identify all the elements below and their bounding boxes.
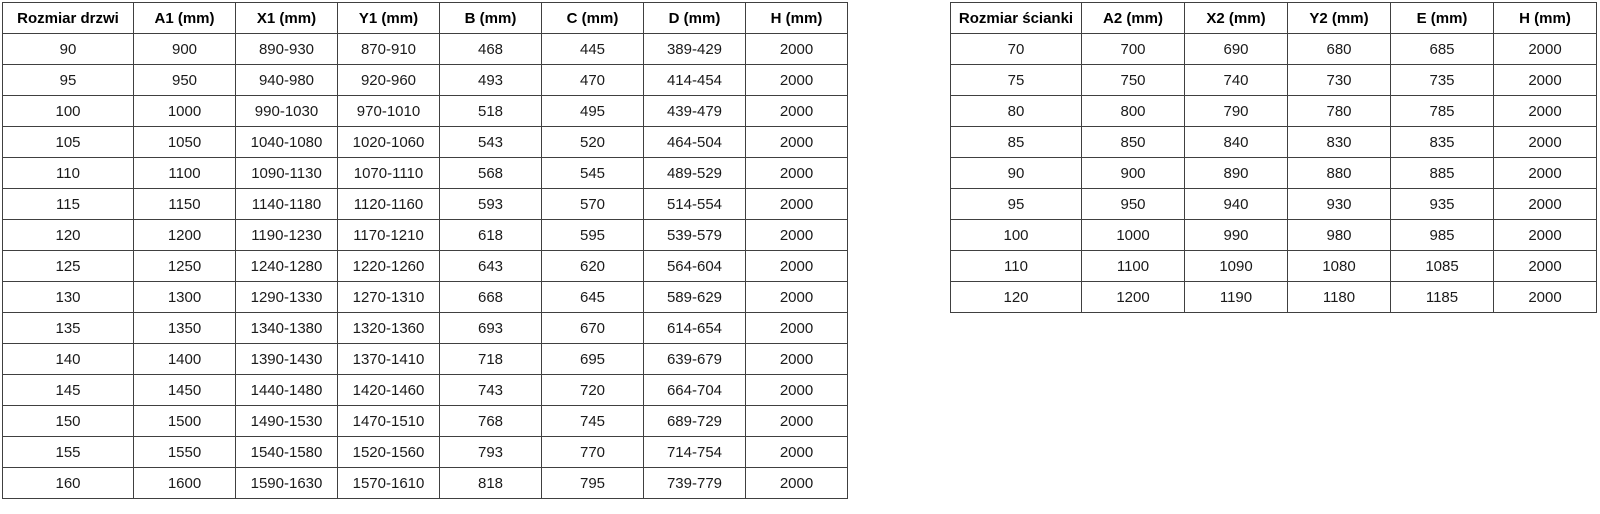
table-cell: 2000	[1494, 220, 1597, 251]
table-cell: 1140-1180	[236, 189, 338, 220]
column-header: D (mm)	[644, 3, 746, 34]
table-cell: 900	[134, 34, 236, 65]
table-cell: 140	[3, 344, 134, 375]
table-cell: 414-454	[644, 65, 746, 96]
table-cell: 768	[440, 406, 542, 437]
table-cell: 2000	[1494, 127, 1597, 158]
table-cell: 870-910	[338, 34, 440, 65]
table-row	[951, 282, 1597, 313]
column-header: A1 (mm)	[134, 3, 236, 34]
table-row	[951, 34, 1597, 65]
table-row	[951, 158, 1597, 189]
table-cell: 790	[1185, 96, 1288, 127]
table-cell: 940	[1185, 189, 1288, 220]
table-cell: 793	[440, 437, 542, 468]
column-header: X1 (mm)	[236, 3, 338, 34]
column-header: A2 (mm)	[1082, 3, 1185, 34]
table-cell: 1370-1410	[338, 344, 440, 375]
table-cell: 1390-1430	[236, 344, 338, 375]
table-cell: 1300	[134, 282, 236, 313]
table-cell: 930	[1288, 189, 1391, 220]
table-cell: 2000	[746, 189, 848, 220]
table-cell: 2000	[746, 251, 848, 282]
door-table-body	[3, 34, 848, 499]
table-row	[3, 313, 848, 344]
table-cell: 720	[542, 375, 644, 406]
table-cell: 614-654	[644, 313, 746, 344]
table-cell: 1450	[134, 375, 236, 406]
table-cell: 670	[542, 313, 644, 344]
table-cell: 1350	[134, 313, 236, 344]
table-cell: 155	[3, 437, 134, 468]
table-row	[3, 375, 848, 406]
table-cell: 543	[440, 127, 542, 158]
table-row	[951, 96, 1597, 127]
table-cell: 1085	[1391, 251, 1494, 282]
table-cell: 90	[3, 34, 134, 65]
table-cell: 85	[951, 127, 1082, 158]
table-cell: 1420-1460	[338, 375, 440, 406]
table-cell: 950	[134, 65, 236, 96]
table-cell: 739-779	[644, 468, 746, 499]
table-cell: 493	[440, 65, 542, 96]
table-cell: 920-960	[338, 65, 440, 96]
table-cell: 568	[440, 158, 542, 189]
door-table-header	[3, 3, 848, 34]
table-cell: 470	[542, 65, 644, 96]
table-row	[3, 437, 848, 468]
table-cell: 70	[951, 34, 1082, 65]
table-cell: 830	[1288, 127, 1391, 158]
panel-table-header	[951, 3, 1597, 34]
table-cell: 780	[1288, 96, 1391, 127]
table-cell: 1270-1310	[338, 282, 440, 313]
table-cell: 545	[542, 158, 644, 189]
table-cell: 135	[3, 313, 134, 344]
table-cell: 120	[951, 282, 1082, 313]
table-cell: 690	[1185, 34, 1288, 65]
table-cell: 110	[3, 158, 134, 189]
table-cell: 740	[1185, 65, 1288, 96]
table-cell: 1000	[1082, 220, 1185, 251]
table-cell: 564-604	[644, 251, 746, 282]
table-cell: 1320-1360	[338, 313, 440, 344]
column-header: H (mm)	[746, 3, 848, 34]
table-cell: 75	[951, 65, 1082, 96]
table-cell: 1590-1630	[236, 468, 338, 499]
table-cell: 2000	[746, 220, 848, 251]
table-cell: 1070-1110	[338, 158, 440, 189]
table-cell: 495	[542, 96, 644, 127]
table-row	[3, 65, 848, 96]
table-cell: 900	[1082, 158, 1185, 189]
table-cell: 1570-1610	[338, 468, 440, 499]
table-cell: 80	[951, 96, 1082, 127]
table-row	[3, 344, 848, 375]
table-cell: 689-729	[644, 406, 746, 437]
table-cell: 680	[1288, 34, 1391, 65]
table-cell: 1100	[1082, 251, 1185, 282]
table-cell: 389-429	[644, 34, 746, 65]
table-cell: 110	[951, 251, 1082, 282]
table-row	[951, 220, 1597, 251]
table-cell: 639-679	[644, 344, 746, 375]
table-cell: 1490-1530	[236, 406, 338, 437]
table-cell: 2000	[746, 96, 848, 127]
table-cell: 645	[542, 282, 644, 313]
table-cell: 2000	[746, 65, 848, 96]
table-cell: 1200	[1082, 282, 1185, 313]
column-header: Y2 (mm)	[1288, 3, 1391, 34]
table-cell: 693	[440, 313, 542, 344]
table-cell: 1290-1330	[236, 282, 338, 313]
table-row	[3, 406, 848, 437]
table-cell: 745	[542, 406, 644, 437]
table-cell: 1190-1230	[236, 220, 338, 251]
table-cell: 668	[440, 282, 542, 313]
table-cell: 595	[542, 220, 644, 251]
table-cell: 1170-1210	[338, 220, 440, 251]
table-cell: 445	[542, 34, 644, 65]
table-cell: 145	[3, 375, 134, 406]
table-cell: 2000	[1494, 96, 1597, 127]
table-cell: 1500	[134, 406, 236, 437]
table-cell: 1020-1060	[338, 127, 440, 158]
table-cell: 770	[542, 437, 644, 468]
table-cell: 90	[951, 158, 1082, 189]
table-cell: 643	[440, 251, 542, 282]
table-cell: 1240-1280	[236, 251, 338, 282]
table-cell: 1050	[134, 127, 236, 158]
table-cell: 2000	[746, 406, 848, 437]
table-cell: 714-754	[644, 437, 746, 468]
table-cell: 735	[1391, 65, 1494, 96]
table-row	[3, 127, 848, 158]
panel-table-body	[951, 34, 1597, 313]
table-row	[3, 96, 848, 127]
table-row	[3, 282, 848, 313]
table-row	[951, 251, 1597, 282]
table-cell: 570	[542, 189, 644, 220]
table-cell: 2000	[746, 127, 848, 158]
table-row	[3, 158, 848, 189]
table-cell: 795	[542, 468, 644, 499]
table-row	[951, 189, 1597, 220]
table-cell: 2000	[746, 34, 848, 65]
table-cell: 160	[3, 468, 134, 499]
table-cell: 518	[440, 96, 542, 127]
table-cell: 1400	[134, 344, 236, 375]
table-cell: 1100	[134, 158, 236, 189]
table-cell: 950	[1082, 189, 1185, 220]
table-cell: 468	[440, 34, 542, 65]
table-cell: 1185	[1391, 282, 1494, 313]
table-cell: 125	[3, 251, 134, 282]
table-cell: 743	[440, 375, 542, 406]
table-cell: 1040-1080	[236, 127, 338, 158]
table-cell: 2000	[746, 468, 848, 499]
door-size-table	[2, 2, 848, 499]
table-cell: 1080	[1288, 251, 1391, 282]
table-cell: 1090	[1185, 251, 1288, 282]
column-header: X2 (mm)	[1185, 3, 1288, 34]
table-cell: 1220-1260	[338, 251, 440, 282]
table-cell: 1000	[134, 96, 236, 127]
header-row	[3, 3, 848, 34]
table-cell: 1440-1480	[236, 375, 338, 406]
table-cell: 990	[1185, 220, 1288, 251]
table-cell: 935	[1391, 189, 1494, 220]
table-cell: 850	[1082, 127, 1185, 158]
table-cell: 489-529	[644, 158, 746, 189]
table-cell: 2000	[746, 375, 848, 406]
table-cell: 2000	[1494, 34, 1597, 65]
table-cell: 115	[3, 189, 134, 220]
table-cell: 1090-1130	[236, 158, 338, 189]
table-cell: 520	[542, 127, 644, 158]
table-cell: 730	[1288, 65, 1391, 96]
table-cell: 1540-1580	[236, 437, 338, 468]
table-cell: 1200	[134, 220, 236, 251]
table-cell: 100	[951, 220, 1082, 251]
table-cell: 100	[3, 96, 134, 127]
table-cell: 2000	[1494, 65, 1597, 96]
table-row	[951, 127, 1597, 158]
table-cell: 2000	[1494, 251, 1597, 282]
table-cell: 970-1010	[338, 96, 440, 127]
table-cell: 95	[951, 189, 1082, 220]
table-cell: 1250	[134, 251, 236, 282]
table-cell: 980	[1288, 220, 1391, 251]
table-cell: 1520-1560	[338, 437, 440, 468]
table-cell: 2000	[1494, 282, 1597, 313]
table-cell: 95	[3, 65, 134, 96]
table-cell: 2000	[1494, 189, 1597, 220]
table-cell: 1150	[134, 189, 236, 220]
table-cell: 120	[3, 220, 134, 251]
table-row	[3, 189, 848, 220]
table-cell: 620	[542, 251, 644, 282]
table-row	[3, 34, 848, 65]
table-cell: 2000	[746, 158, 848, 189]
column-header: Rozmiar drzwi	[3, 3, 134, 34]
column-header: C (mm)	[542, 3, 644, 34]
table-cell: 1190	[1185, 282, 1288, 313]
column-header: H (mm)	[1494, 3, 1597, 34]
table-cell: 2000	[1494, 158, 1597, 189]
table-cell: 618	[440, 220, 542, 251]
table-cell: 464-504	[644, 127, 746, 158]
column-header: Rozmiar ścianki	[951, 3, 1082, 34]
table-cell: 940-980	[236, 65, 338, 96]
table-cell: 800	[1082, 96, 1185, 127]
side-panel-size-table	[950, 2, 1597, 313]
table-cell: 1120-1160	[338, 189, 440, 220]
table-cell: 890	[1185, 158, 1288, 189]
table-cell: 589-629	[644, 282, 746, 313]
table-row	[3, 220, 848, 251]
table-cell: 1600	[134, 468, 236, 499]
table-cell: 2000	[746, 437, 848, 468]
table-cell: 1340-1380	[236, 313, 338, 344]
column-header: Y1 (mm)	[338, 3, 440, 34]
table-cell: 2000	[746, 313, 848, 344]
column-header: B (mm)	[440, 3, 542, 34]
table-cell: 1550	[134, 437, 236, 468]
table-cell: 593	[440, 189, 542, 220]
table-cell: 885	[1391, 158, 1494, 189]
table-row	[951, 65, 1597, 96]
table-cell: 985	[1391, 220, 1494, 251]
table-cell: 990-1030	[236, 96, 338, 127]
table-cell: 785	[1391, 96, 1494, 127]
table-cell: 890-930	[236, 34, 338, 65]
table-row	[3, 468, 848, 499]
table-cell: 880	[1288, 158, 1391, 189]
table-cell: 2000	[746, 344, 848, 375]
table-cell: 840	[1185, 127, 1288, 158]
table-cell: 718	[440, 344, 542, 375]
table-cell: 685	[1391, 34, 1494, 65]
table-cell: 835	[1391, 127, 1494, 158]
table-cell: 818	[440, 468, 542, 499]
table-cell: 130	[3, 282, 134, 313]
table-cell: 664-704	[644, 375, 746, 406]
header-row	[951, 3, 1597, 34]
table-cell: 539-579	[644, 220, 746, 251]
table-cell: 1470-1510	[338, 406, 440, 437]
table-cell: 695	[542, 344, 644, 375]
table-cell: 439-479	[644, 96, 746, 127]
column-header: E (mm)	[1391, 3, 1494, 34]
table-cell: 750	[1082, 65, 1185, 96]
table-row	[3, 251, 848, 282]
table-cell: 2000	[746, 282, 848, 313]
table-cell: 150	[3, 406, 134, 437]
table-cell: 700	[1082, 34, 1185, 65]
table-cell: 105	[3, 127, 134, 158]
table-cell: 514-554	[644, 189, 746, 220]
table-cell: 1180	[1288, 282, 1391, 313]
